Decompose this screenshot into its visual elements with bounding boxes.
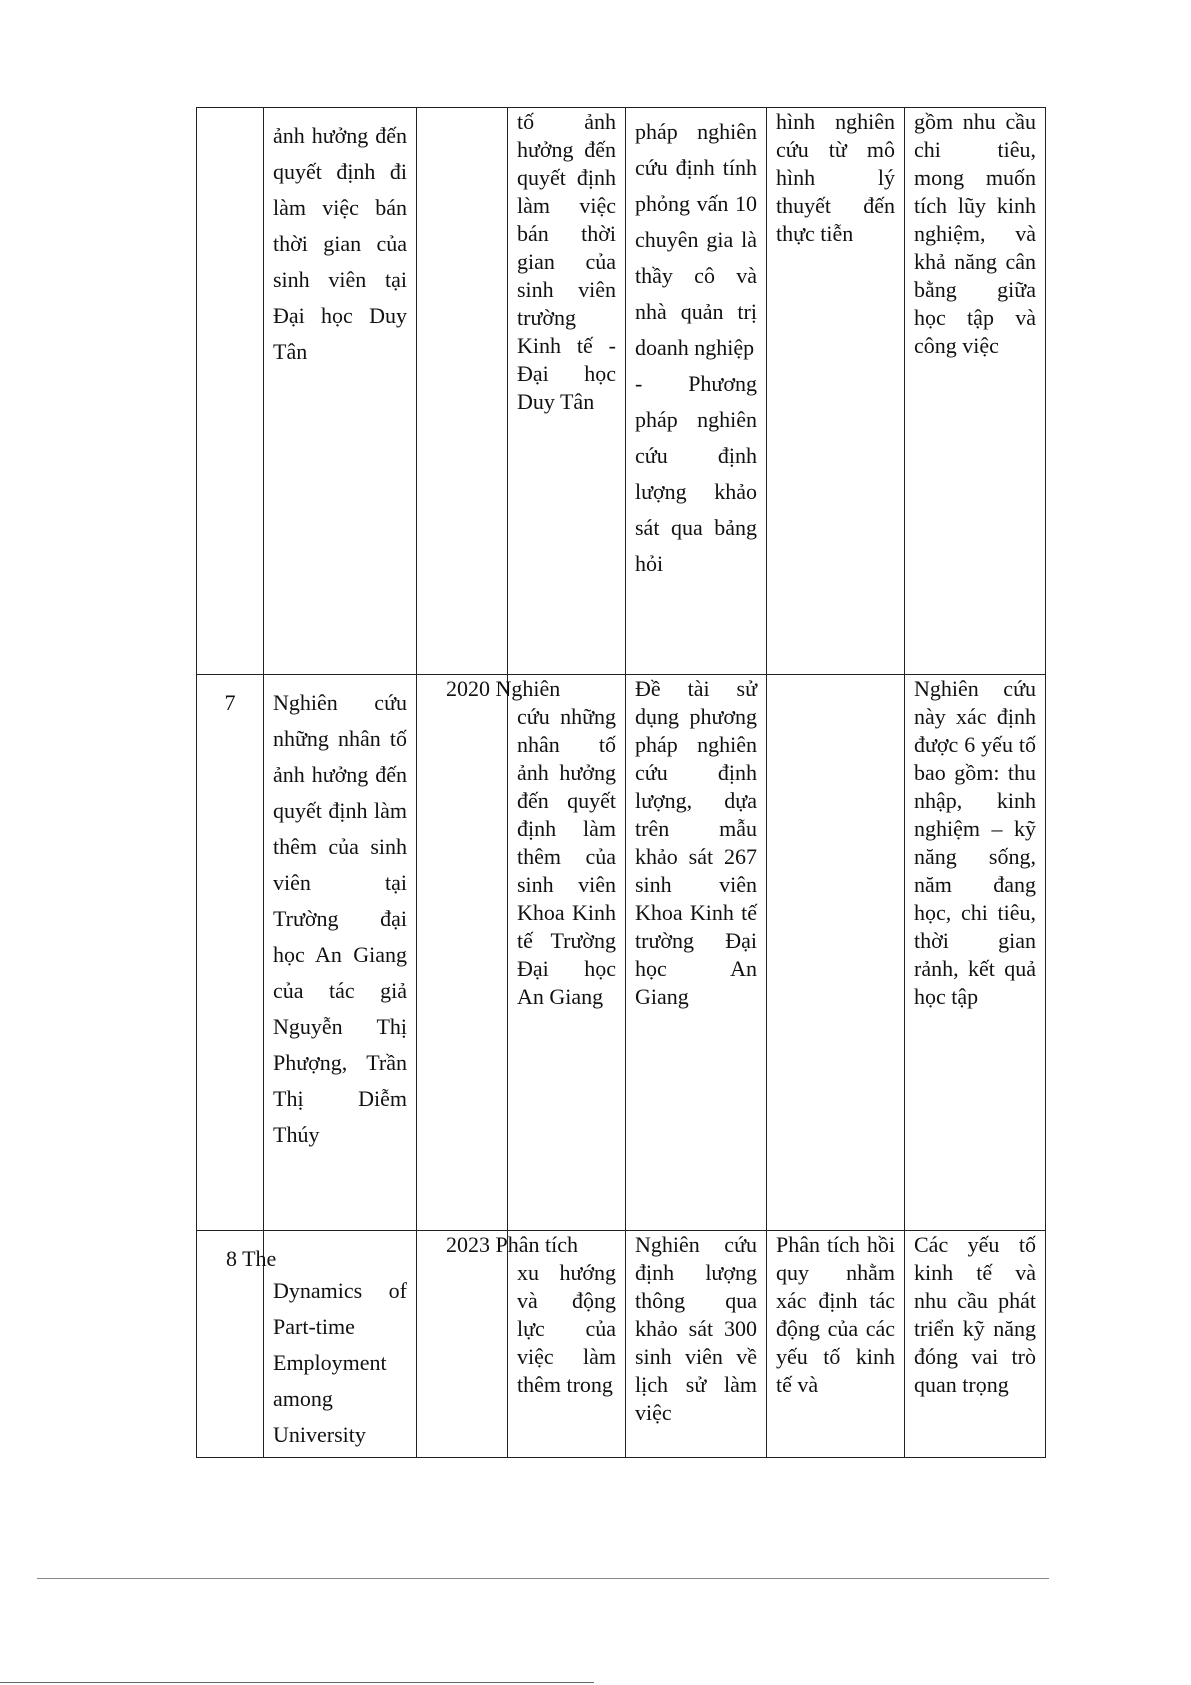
method-text-1: pháp nghiên cứu định tính phỏng vấn 10 chuyên gia là thầy cô và nhà quản trị doanh nghiệp <box>635 119 757 360</box>
method-text-2: - Phương pháp nghiên cứu định lượng khảo sát qua bảng hỏi <box>635 371 757 576</box>
no-cell <box>197 108 264 675</box>
result-text: gồm nhu cầu chi tiêu, mong muốn tích lũy kinh nghiệm, và khả năng cân bằng giữa học tập và công việc <box>914 109 1036 358</box>
model-text: Phân tích hồi quy nhằm xác định tác động của các yếu tố kinh tế và <box>776 1232 895 1397</box>
model-text: hình nghiên cứu từ mô hình lý thuyết đến thực tiễn <box>776 109 895 246</box>
year-cell <box>417 108 508 675</box>
objective-cell <box>508 1231 626 1458</box>
model-cell <box>767 675 905 1231</box>
year-objective-text: 2020 Nghiên <box>446 676 561 701</box>
title-text: Dynamics of Part-time Employment among University <box>273 1278 407 1447</box>
year-cell <box>417 675 561 1231</box>
result-text: Nghiên cứu này xác định được 6 yếu tố bao gồm: thu nhập, kinh nghiệm – kỹ năng sống, năm đang học, chi tiêu, thời gian rảnh, kết quả học tập <box>914 676 1036 1009</box>
objective-cell <box>508 675 626 1231</box>
objective-text: tố ảnh hưởng đến quyết định làm việc bán thời gian của sinh viên trường Kinh tế - Đại học Duy Tân <box>517 109 616 414</box>
footnote-divider <box>0 1682 594 1683</box>
result-cell <box>905 1231 1046 1458</box>
year-objective-text: 2023 Phân tích <box>446 1232 578 1257</box>
method-cell <box>626 1231 767 1458</box>
row-number: 7 <box>224 690 236 715</box>
no-cell <box>197 1231 277 1458</box>
title-text: Nghiên cứu những nhân tố ảnh hưởng đến quyết định làm thêm của sinh viên tại Trường đại học An Giang của tác giả Nguyễn Thị Phượng, Trần Thị Diễm Thúy <box>273 690 407 1147</box>
method-text: Đề tài sử dụng phương pháp nghiên cứu định lượng, dựa trên mẫu khảo sát 267 sinh viên Khoa Kinh tế trường Đại học An Giang <box>635 676 757 1009</box>
result-text: Các yếu tố kinh tế và nhu cầu phát triển kỹ năng đóng vai trò quan trọng <box>914 1232 1036 1397</box>
title-cell <box>264 108 417 675</box>
model-cell <box>767 108 905 675</box>
no-cell <box>197 675 264 1231</box>
method-cell <box>626 108 767 675</box>
result-cell <box>905 108 1046 675</box>
objective-text: cứu những nhân tố ảnh hưởng đến quyết định làm thêm của sinh viên Khoa Kinh tế Trường Đại học An Giang <box>517 704 616 1009</box>
objective-text: xu hướng và động lực của việc làm thêm trong <box>517 1260 616 1397</box>
title-cell <box>264 675 417 1231</box>
title-cell <box>264 1231 417 1458</box>
method-cell <box>626 675 767 1231</box>
literature-review-table <box>196 107 1046 1458</box>
title-text: ảnh hưởng đến quyết định đi làm việc bán thời gian của sinh viên tại Đại học Duy Tân <box>273 123 407 364</box>
table-row <box>197 1231 1046 1458</box>
objective-cell <box>508 108 626 675</box>
table-row <box>197 675 1046 1231</box>
row-number-title: 8 The <box>226 1246 277 1271</box>
footer-divider <box>37 1578 1049 1579</box>
result-cell <box>905 675 1046 1231</box>
model-cell <box>767 1231 905 1458</box>
table-row <box>197 108 1046 675</box>
method-text: Nghiên cứu định lượng thông qua khảo sát 300 sinh viên về lịch sử làm việc <box>635 1232 757 1425</box>
